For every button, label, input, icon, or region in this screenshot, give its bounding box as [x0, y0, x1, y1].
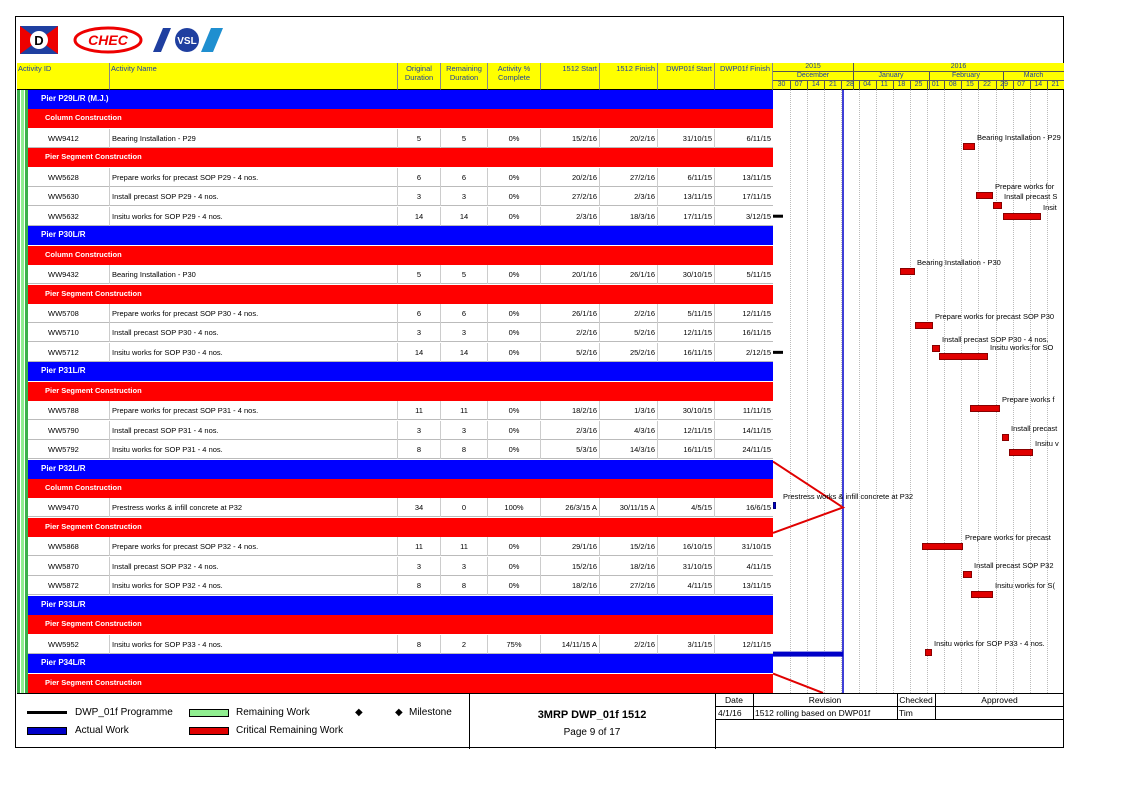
percent-complete: 75% — [488, 635, 541, 654]
rev-date: 4/1/16 — [718, 708, 742, 718]
original-duration: 5 — [398, 129, 441, 148]
week-tick-label: 07 — [1017, 81, 1026, 88]
vsl-logo — [153, 26, 223, 54]
group-label: Pier Segment Construction — [45, 288, 142, 298]
gantt-bar-label: Prepare works for — [995, 181, 1055, 191]
activity-id: WW5710 — [28, 323, 110, 342]
original-duration: 5 — [398, 265, 441, 284]
remaining-duration: 14 — [441, 343, 488, 362]
finish-1512: 27/2/16 — [600, 576, 658, 595]
start-1512: 27/2/16 — [541, 187, 600, 206]
group-label: Pier P29L/R (M.J.) — [41, 94, 109, 103]
finish-1512: 18/3/16 — [600, 207, 658, 226]
percent-complete: 0% — [488, 168, 541, 187]
dwp-start: 16/10/15 — [658, 537, 715, 556]
col-1512-start[interactable]: 1512 Start — [541, 63, 600, 90]
dwp-start: 31/10/15 — [658, 129, 715, 148]
activity-id: WW5872 — [28, 576, 110, 595]
remaining-duration: 2 — [441, 635, 488, 654]
start-1512: 2/3/16 — [541, 207, 600, 226]
progress-line-lower — [773, 674, 823, 693]
group-label: Column Construction — [45, 483, 122, 492]
start-1512: 14/11/15 A — [541, 635, 600, 654]
start-1512: 2/3/16 — [541, 421, 600, 440]
start-1512: 15/2/16 — [541, 129, 600, 148]
gantt-bar[interactable] — [993, 202, 1002, 209]
original-duration: 34 — [398, 498, 441, 517]
start-1512: 26/1/16 — [541, 304, 600, 323]
activity-name: Prepare works for precast SOP P31 - 4 nos. — [110, 401, 398, 420]
dwp-finish: 16/11/15 — [742, 328, 771, 338]
finish-1512: 2/3/16 — [600, 187, 658, 206]
week-tick-label: 22 — [983, 81, 991, 88]
programme-swatch — [27, 711, 67, 714]
gantt-bar[interactable] — [915, 322, 933, 329]
activity-name: Insitu works for SOP P30 - 4 nos. — [110, 343, 398, 362]
wbs-group-row[interactable] — [28, 460, 773, 479]
dwp-finish: 5/11/15 — [746, 270, 771, 280]
finish-1512: 27/2/16 — [600, 168, 658, 187]
activity-id: WW5952 — [28, 635, 110, 654]
gantt-bar-label: Insitu v — [1035, 439, 1059, 449]
dwp-start: 30/10/15 — [658, 265, 715, 284]
start-1512: 18/2/16 — [541, 401, 600, 420]
activity-id: WW5868 — [28, 537, 110, 556]
gantt-bar[interactable] — [971, 591, 993, 598]
remaining-duration: 3 — [441, 323, 488, 342]
activity-name: Prepare works for precast SOP P30 - 4 nos. — [110, 304, 398, 323]
dwp-finish: 24/11/15 — [742, 445, 771, 455]
activity-id: WW9412 — [28, 129, 110, 148]
activity-row[interactable] — [28, 401, 773, 420]
percent-complete: 0% — [488, 129, 541, 148]
wbs-subgroup-row[interactable] — [28, 615, 773, 634]
gantt-bar-label: Insitu works for SOP P33 - 4 nos. — [934, 638, 1045, 648]
activity-name: Prepare works for precast SOP P29 - 4 nos. — [110, 168, 398, 187]
group-label: Column Construction — [45, 249, 122, 259]
d-logo — [20, 26, 58, 54]
dwp-start: 6/11/15 — [658, 168, 715, 187]
col-activity-id[interactable]: Activity ID — [17, 63, 110, 90]
vsl-logo-text: VSL — [177, 36, 197, 47]
rev-header-date: Date — [725, 695, 743, 705]
activity-name: Insitu works for SOP P32 - 4 nos. — [110, 576, 398, 595]
start-1512: 26/3/15 A — [541, 498, 600, 517]
original-duration: 3 — [398, 323, 441, 342]
legend-actual: Actual Work — [75, 725, 129, 736]
page-number: Page 9 of 17 — [563, 727, 621, 738]
week-tick-label: 07 — [794, 81, 803, 88]
wbs-subgroup-row[interactable] — [28, 382, 773, 401]
rev-header-checked: Checked — [899, 695, 933, 705]
dwp-finish: 14/11/15 — [742, 425, 771, 435]
gantt-bar[interactable] — [963, 571, 972, 578]
activity-row[interactable] — [28, 537, 773, 556]
remaining-duration: 14 — [441, 207, 488, 226]
activity-row[interactable] — [28, 129, 773, 148]
dwp-start: 4/5/15 — [658, 498, 715, 517]
finish-1512: 18/2/16 — [600, 557, 658, 576]
remaining-duration: 5 — [441, 265, 488, 284]
finish-1512: 20/2/16 — [600, 129, 658, 148]
activity-name: Bearing Installation - P29 — [110, 129, 398, 148]
week-tick-label: 08 — [948, 81, 957, 88]
remaining-duration: 0 — [441, 498, 488, 517]
dwp-start: 13/11/15 — [658, 187, 715, 206]
gantt-bar-label: Bearing Installation - P29 — [977, 132, 1061, 142]
gantt-bar[interactable] — [900, 268, 915, 275]
finish-1512: 15/2/16 — [600, 537, 658, 556]
legend-milestone: Milestone — [409, 707, 452, 718]
finish-1512: 26/1/16 — [600, 265, 658, 284]
start-1512: 2/2/16 — [541, 323, 600, 342]
activity-row[interactable] — [28, 304, 773, 323]
rev-checked: Tim — [899, 708, 913, 718]
activity-row[interactable] — [28, 557, 773, 576]
group-label: Pier P33L/R — [41, 599, 86, 609]
critical-swatch — [189, 727, 229, 735]
percent-complete: 0% — [488, 343, 541, 362]
activity-row[interactable] — [28, 323, 773, 342]
programme-marker — [773, 351, 783, 354]
finish-1512: 2/2/16 — [600, 635, 658, 654]
gantt-overlay — [773, 90, 1064, 693]
gantt-bar[interactable] — [939, 353, 988, 360]
week-tick-label: 15 — [965, 81, 974, 88]
activity-id: WW5790 — [28, 421, 110, 440]
gantt-bar-label: Prepare works f — [1002, 395, 1055, 405]
dwp-start: 16/11/15 — [658, 343, 715, 362]
remaining-duration: 3 — [441, 557, 488, 576]
group-label: Pier Segment Construction — [45, 385, 142, 395]
activity-name: Prepare works for precast SOP P32 - 4 nos. — [110, 537, 398, 556]
start-1512: 20/1/16 — [541, 265, 600, 284]
col-dwp-finish[interactable]: DWP01f Finish — [715, 63, 773, 90]
original-duration: 8 — [398, 635, 441, 654]
percent-complete: 100% — [488, 498, 541, 517]
col-activity-pct[interactable]: Activity % Complete — [488, 63, 541, 90]
percent-complete: 0% — [488, 440, 541, 459]
activity-id: WW9432 — [28, 265, 110, 284]
gantt-bar[interactable] — [773, 502, 776, 509]
wbs-subgroup-row[interactable] — [28, 285, 773, 304]
original-duration: 6 — [398, 304, 441, 323]
wbs-subgroup-row[interactable] — [28, 674, 773, 693]
gantt-bar[interactable] — [1002, 434, 1009, 441]
dwp-finish: 13/11/15 — [742, 581, 771, 591]
finish-1512: 2/2/16 — [600, 304, 658, 323]
dwp-finish: 11/11/15 — [742, 406, 771, 416]
gantt-bar[interactable] — [1009, 449, 1033, 456]
gantt-bar-label: Install precast S — [1004, 192, 1058, 202]
legend-programme: DWP_01f Programme — [75, 707, 173, 718]
remaining-duration: 6 — [441, 168, 488, 187]
start-1512: 15/2/16 — [541, 557, 600, 576]
wbs-group-row[interactable] — [28, 90, 773, 109]
activity-row[interactable] — [28, 265, 773, 284]
activity-row[interactable] — [28, 440, 773, 459]
activity-name: Prestress works & infill concrete at P32 — [110, 498, 398, 517]
footer — [17, 693, 1064, 749]
finish-1512: 14/3/16 — [600, 440, 658, 459]
activity-row[interactable] — [28, 635, 773, 654]
dwp-finish: 12/11/15 — [742, 639, 771, 649]
week-tick-label: 18 — [897, 81, 906, 88]
wbs-group-row[interactable] — [28, 226, 773, 245]
legend-critical: Critical Remaining Work — [236, 725, 344, 736]
gantt-chart — [773, 90, 1064, 693]
gantt-bar-label: Prepare works for precast — [965, 533, 1051, 543]
gantt-bar-label: Insitu works for SO — [990, 342, 1054, 352]
gantt-bar-label: Install precast SOP P32 — [974, 560, 1054, 570]
activity-row[interactable] — [28, 576, 773, 595]
gantt-bar[interactable] — [925, 649, 932, 656]
activity-row[interactable] — [28, 343, 773, 362]
percent-complete: 0% — [488, 265, 541, 284]
col-original-duration[interactable]: Original Duration — [398, 63, 441, 90]
gantt-bar-label: Insit — [1043, 202, 1057, 212]
gantt-bar[interactable] — [976, 192, 993, 199]
month-label: February — [951, 72, 980, 79]
group-label: Pier P34L/R — [41, 658, 86, 668]
week-tick-label: 21 — [829, 81, 837, 88]
group-label: Column Construction — [45, 113, 122, 123]
col-activity-name[interactable]: Activity Name — [110, 63, 398, 90]
original-duration: 8 — [398, 576, 441, 595]
dwp-start: 3/11/15 — [658, 635, 715, 654]
start-1512: 18/2/16 — [541, 576, 600, 595]
rev-header-revision: Revision — [808, 695, 842, 705]
week-tick-label: 14 — [1034, 81, 1043, 88]
activity-name: Bearing Installation - P30 — [110, 265, 398, 284]
original-duration: 3 — [398, 557, 441, 576]
start-1512: 5/3/16 — [541, 440, 600, 459]
dwp-finish: 16/6/15 — [745, 503, 771, 513]
chec-logo — [73, 26, 143, 54]
gantt-bar-label: Bearing Installation - P30 — [917, 258, 1001, 268]
gantt-bar-label: Install precast — [1011, 423, 1058, 433]
col-1512-finish[interactable]: 1512 Finish — [600, 63, 658, 90]
rev-text: 1512 rolling based on DWP01f — [755, 708, 871, 718]
finish-1512: 30/11/15 A — [600, 498, 658, 517]
gantt-bar-label: Insitu works for S( — [995, 581, 1056, 591]
year-label: 2016 — [950, 63, 967, 70]
remaining-duration: 3 — [441, 187, 488, 206]
percent-complete: 0% — [488, 537, 541, 556]
remaining-duration: 11 — [441, 401, 488, 420]
activity-id: WW5712 — [28, 343, 110, 362]
remaining-duration: 8 — [441, 576, 488, 595]
original-duration: 14 — [398, 207, 441, 226]
activity-id: WW5788 — [28, 401, 110, 420]
gantt-bar-label: Prepare works for precast SOP P30 — [935, 311, 1055, 321]
actual-swatch — [27, 727, 67, 735]
wbs-subgroup-row[interactable] — [28, 246, 773, 265]
col-dwp-start[interactable]: DWP01f Start — [658, 63, 715, 90]
start-1512: 5/2/16 — [541, 343, 600, 362]
finish-1512: 4/3/16 — [600, 421, 658, 440]
document-title: 3MRP DWP_01f 1512 — [537, 709, 647, 721]
dwp-start: 5/11/15 — [658, 304, 715, 323]
remaining-duration: 3 — [441, 421, 488, 440]
activity-row[interactable] — [28, 207, 773, 226]
activity-row[interactable] — [28, 421, 773, 440]
dwp-finish: 3/12/15 — [745, 211, 771, 221]
original-duration: 3 — [398, 421, 441, 440]
percent-complete: 0% — [488, 421, 541, 440]
activity-name: Insitu works for SOP P31 - 4 nos. — [110, 440, 398, 459]
remaining-duration: 11 — [441, 537, 488, 556]
original-duration: 3 — [398, 187, 441, 206]
activity-id: WW5708 — [28, 304, 110, 323]
gantt-timescale — [773, 63, 1064, 90]
year-label: 2015 — [805, 63, 821, 70]
left-progress-bars — [17, 90, 28, 693]
activity-name: Install precast SOP P29 - 4 nos. — [110, 187, 398, 206]
dwp-start: 12/11/15 — [658, 421, 715, 440]
dwp-finish: 2/12/15 — [745, 347, 771, 357]
month-label: December — [796, 72, 830, 79]
d-logo-text: D — [34, 33, 44, 48]
remaining-duration: 8 — [441, 440, 488, 459]
gantt-bar[interactable] — [963, 143, 975, 150]
group-label: Pier Segment Construction — [45, 152, 142, 162]
dwp-finish: 13/11/15 — [742, 172, 771, 182]
month-label: March — [1023, 72, 1044, 79]
group-label: Pier Segment Construction — [45, 677, 142, 687]
chec-logo-text: CHEC — [88, 32, 128, 48]
activity-id: WW5628 — [28, 168, 110, 187]
percent-complete: 0% — [488, 557, 541, 576]
week-tick-label: 28 — [846, 81, 854, 88]
group-label: Pier P31L/R — [41, 366, 86, 376]
gantt-bar[interactable] — [932, 345, 940, 352]
wbs-subgroup-row[interactable] — [28, 518, 773, 537]
week-tick-label: 29 — [1000, 81, 1008, 88]
gantt-bar[interactable] — [970, 405, 1000, 412]
percent-complete: 0% — [488, 576, 541, 595]
activity-id: WW5870 — [28, 557, 110, 576]
activity-row[interactable] — [28, 187, 773, 206]
percent-complete: 0% — [488, 187, 541, 206]
activity-name: Insitu works for SOP P33 - 4 nos. — [110, 635, 398, 654]
start-1512: 29/1/16 — [541, 537, 600, 556]
month-label: January — [878, 72, 904, 79]
group-label: Pier Segment Construction — [45, 619, 142, 629]
finish-1512: 1/3/16 — [600, 401, 658, 420]
activity-name: Install precast SOP P32 - 4 nos. — [110, 557, 398, 576]
group-label: Pier Segment Construction — [45, 521, 142, 531]
dwp-finish: 17/11/15 — [742, 192, 771, 202]
milestone-icon-1: ◆ — [355, 707, 363, 718]
legend-remaining: Remaining Work — [236, 707, 310, 718]
group-label: Pier P30L/R — [41, 230, 86, 240]
dwp-finish: 12/11/15 — [742, 308, 771, 318]
percent-complete: 0% — [488, 323, 541, 342]
finish-1512: 25/2/16 — [600, 343, 658, 362]
remaining-duration: 5 — [441, 129, 488, 148]
activity-row[interactable] — [28, 498, 773, 517]
start-1512: 20/2/16 — [541, 168, 600, 187]
original-duration: 8 — [398, 440, 441, 459]
remaining-duration: 6 — [441, 304, 488, 323]
activity-id: WW5792 — [28, 440, 110, 459]
wbs-group-row[interactable] — [28, 596, 773, 615]
col-remaining-duration[interactable]: Remaining Duration — [441, 63, 488, 90]
programme-marker — [773, 215, 783, 218]
week-tick-label: 14 — [811, 81, 820, 88]
finish-1512: 5/2/16 — [600, 323, 658, 342]
gantt-bar-label: Prestress works & infill concrete at P32 — [783, 492, 914, 502]
activity-name: Insitu works for SOP P29 - 4 nos. — [110, 207, 398, 226]
week-tick-label: 11 — [880, 81, 888, 88]
dwp-start: 16/11/15 — [658, 440, 715, 459]
wbs-group-row[interactable] — [28, 362, 773, 381]
wbs-group-row[interactable] — [28, 654, 773, 673]
dwp-finish: 6/11/15 — [746, 133, 771, 143]
percent-complete: 0% — [488, 207, 541, 226]
week-tick-label: 01 — [931, 81, 940, 88]
week-tick-label: 21 — [1051, 81, 1060, 88]
activity-id: WW5630 — [28, 187, 110, 206]
dwp-start: 31/10/15 — [658, 557, 715, 576]
original-duration: 6 — [398, 168, 441, 187]
rev-header-approved: Approved — [981, 695, 1018, 705]
activity-id: WW5632 — [28, 207, 110, 226]
wbs-subgroup-row[interactable] — [28, 148, 773, 167]
dwp-start: 30/10/15 — [658, 401, 715, 420]
milestone-icon-2: ◆ — [395, 707, 403, 718]
logo-strip — [18, 24, 218, 56]
dwp-start: 4/11/15 — [658, 576, 715, 595]
activity-id: WW9470 — [28, 498, 110, 517]
percent-complete: 0% — [488, 401, 541, 420]
week-tick-label: 30 — [777, 81, 786, 88]
activity-name: Install precast SOP P31 - 4 nos. — [110, 421, 398, 440]
dwp-start: 12/11/15 — [658, 323, 715, 342]
gantt-bar[interactable] — [922, 543, 963, 550]
original-duration: 14 — [398, 343, 441, 362]
gantt-bar-label: Install precast SOP P30 - 4 nos. — [942, 335, 1049, 345]
percent-complete: 0% — [488, 304, 541, 323]
activity-row[interactable] — [28, 168, 773, 187]
original-duration: 11 — [398, 537, 441, 556]
dwp-finish: 4/11/15 — [746, 561, 771, 571]
dwp-finish: 31/10/15 — [741, 542, 771, 552]
activity-name: Install precast SOP P30 - 4 nos. — [110, 323, 398, 342]
remaining-swatch — [189, 709, 229, 717]
wbs-subgroup-row[interactable] — [28, 479, 773, 498]
dwp-start: 17/11/15 — [658, 207, 715, 226]
original-duration: 11 — [398, 401, 441, 420]
week-tick-label: 25 — [914, 81, 923, 88]
actual-work-bar — [773, 652, 843, 657]
gantt-bar[interactable] — [1003, 213, 1041, 220]
group-label: Pier P32L/R — [41, 463, 86, 473]
wbs-subgroup-row[interactable] — [28, 109, 773, 128]
week-tick-label: 04 — [863, 81, 872, 88]
